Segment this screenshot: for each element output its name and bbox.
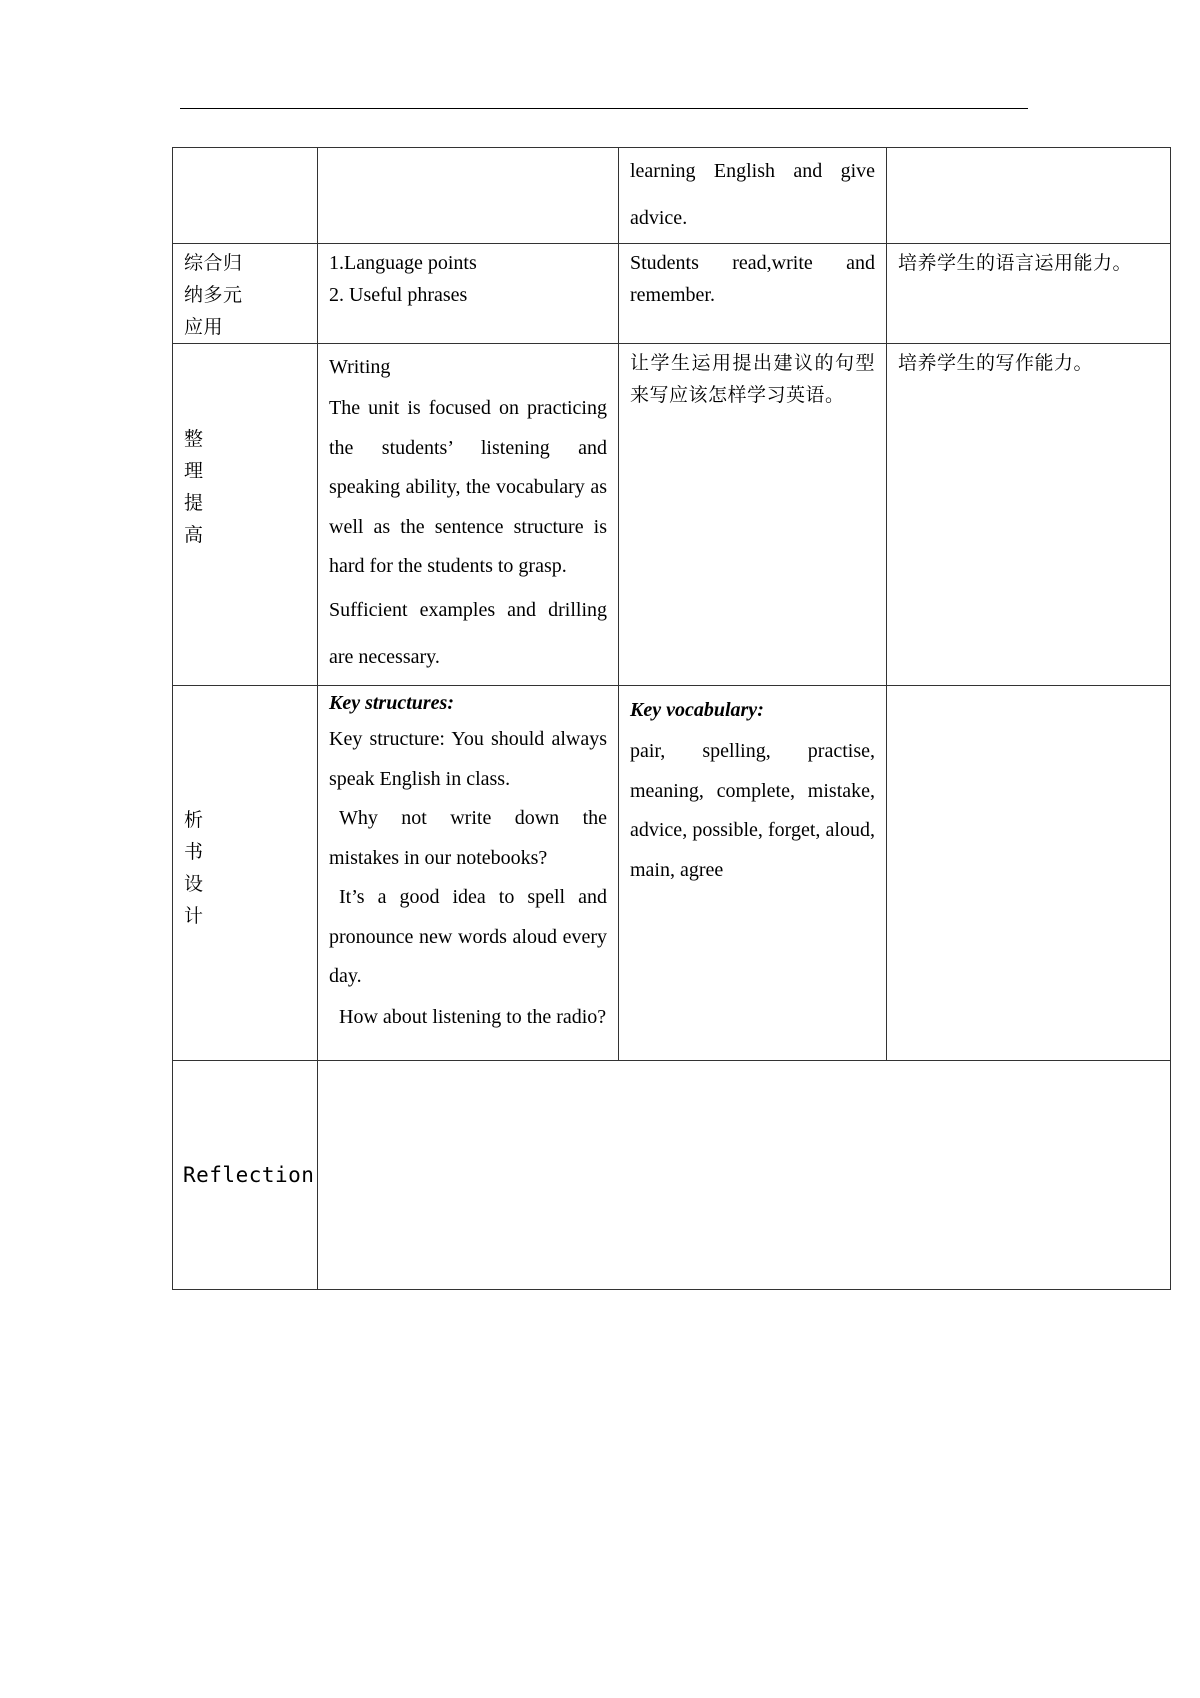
cell-activity (619, 244, 887, 344)
stage-label-line: 析 (184, 809, 204, 831)
table-row (173, 148, 1171, 244)
table-row (173, 344, 1171, 686)
section-title: Key structures: (329, 692, 454, 714)
structure-line: Why not write down the mistakes in our notebooks? (329, 807, 607, 869)
cell-activity (619, 344, 887, 686)
structure-line: How about listening to the radio? (339, 1005, 607, 1028)
cell-activity (619, 148, 887, 244)
text-line: learning English and give (630, 160, 875, 182)
stage-label-line: 整 (184, 428, 204, 450)
activity-text: 让学生运用提出建议的句型来写应该怎样学习英语。 (630, 352, 875, 406)
stage-label (173, 344, 318, 686)
stage-label-line: 书 (184, 841, 204, 863)
table-row (173, 686, 1171, 1061)
table-row (173, 1061, 1171, 1290)
stage-label-line: 计 (184, 905, 204, 927)
stage-label-line: 高 (184, 524, 204, 546)
reflection-label (173, 1061, 318, 1290)
cell-activity (619, 686, 887, 1061)
stage-label-line: 提 (184, 492, 204, 514)
reflection-cell (318, 1061, 1171, 1290)
activity-text: Students read,write and remember. (630, 252, 875, 306)
text-line: advice. (630, 207, 688, 229)
cell-purpose (887, 344, 1171, 686)
stage-label-line: 理 (184, 460, 204, 482)
content-paragraph: The unit is focused on practicing the students’ listening and speaking ability, the vocabulary as well as the sentence structure is hard for the students to grasp. (329, 397, 607, 577)
vocabulary-list: pair, spelling, practise, meaning, complete, mistake, advice, possible, forget, aloud, main, agree (630, 740, 875, 881)
section-title: Key vocabulary: (630, 699, 764, 721)
structure-line: Key structure: You should always speak English in class. (329, 728, 607, 790)
section-title: Writing (329, 356, 391, 378)
cell-empty (887, 686, 1171, 1061)
content-paragraph: Sufficient examples and drilling are necessary. (329, 598, 607, 668)
stage-label-line: 设 (184, 873, 204, 895)
reflection-label-text: Reflection (183, 1162, 315, 1187)
stage-label (173, 244, 318, 344)
stage-label-line: 综合归 (184, 252, 243, 274)
lesson-plan-table (172, 147, 1171, 1290)
stage-label (173, 686, 318, 1061)
cell-content (318, 686, 619, 1061)
cell-empty (173, 148, 318, 244)
stage-label-line: 纳多元 (184, 284, 243, 306)
table-row (173, 244, 1171, 344)
cell-empty (887, 148, 1171, 244)
header-rule (180, 108, 1028, 109)
stage-label-line: 应用 (184, 316, 224, 338)
content-line: 1.Language points (329, 252, 477, 274)
purpose-text: 培养学生的写作能力。 (898, 352, 1094, 374)
structure-line: It’s a good idea to spell and pronounce new words aloud every day. (329, 886, 607, 987)
cell-content (318, 244, 619, 344)
purpose-text: 培养学生的语言运用能力。 (898, 252, 1133, 274)
cell-purpose (887, 244, 1171, 344)
cell-content (318, 344, 619, 686)
content-line: 2. Useful phrases (329, 284, 468, 306)
cell-empty (318, 148, 619, 244)
